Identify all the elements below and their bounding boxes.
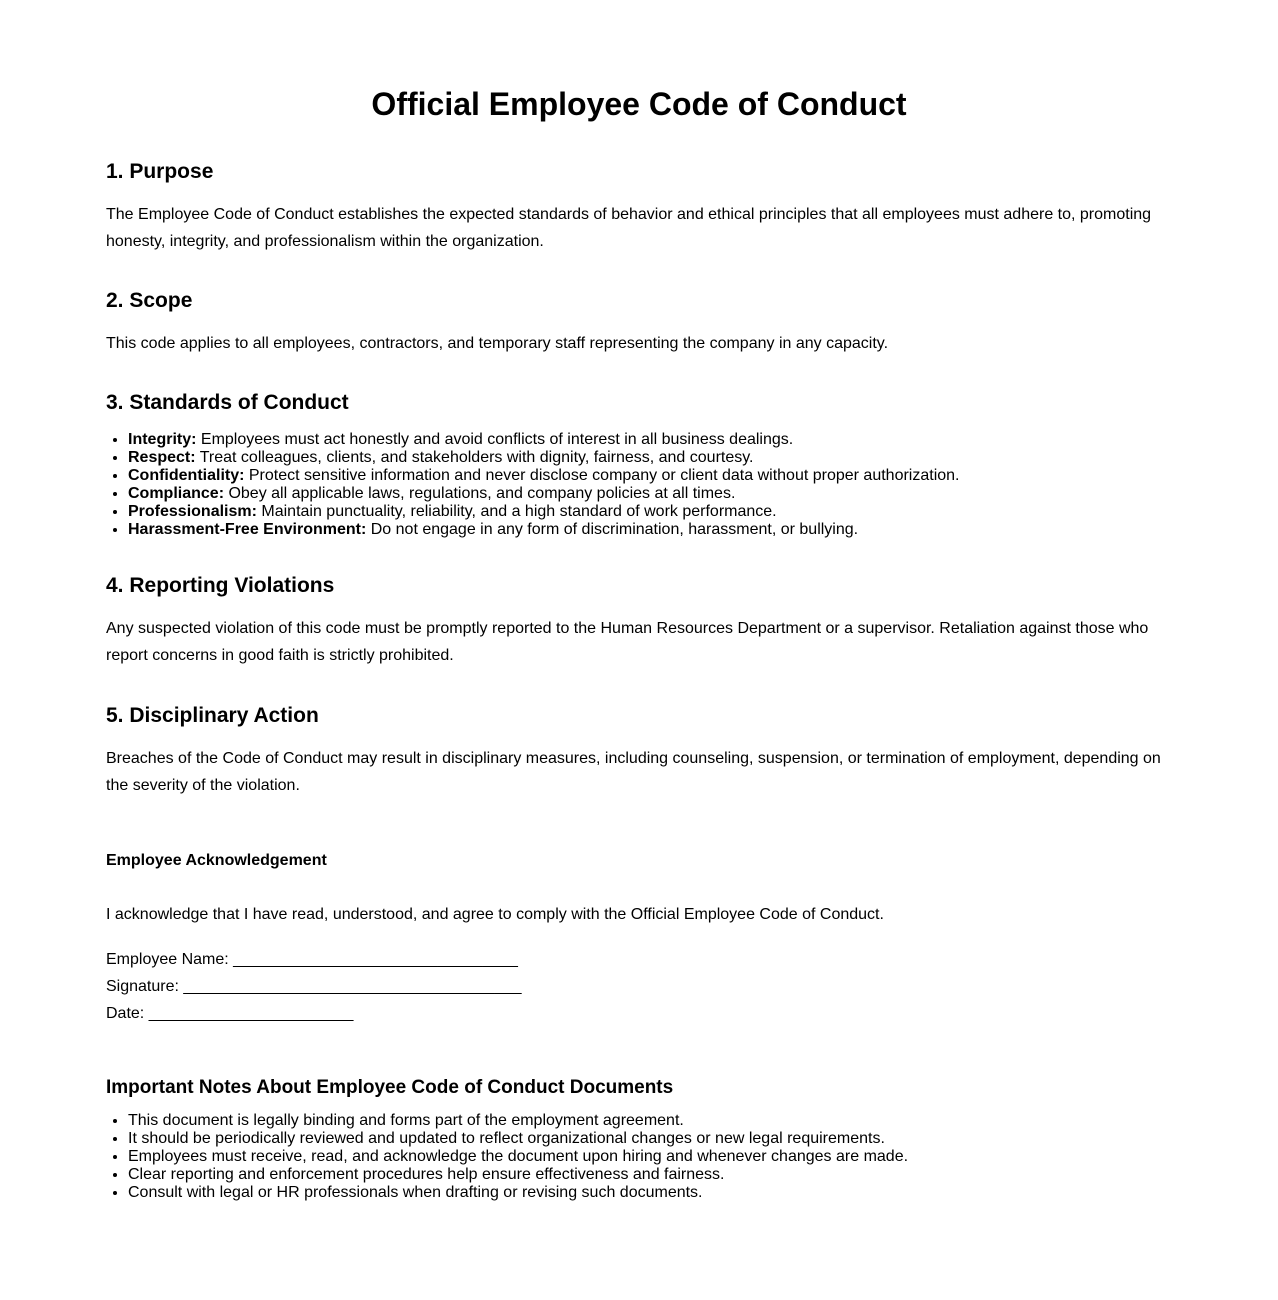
list-item-text: Obey all applicable laws, regulations, and company policies at all times. [224, 485, 736, 502]
section-text-disciplinary: Breaches of the Code of Conduct may result in disciplinary measures, including counseling, suspension, or termination of employment, depending on the severity of the violation. [106, 750, 1161, 794]
list-item-term: Professionalism: [128, 503, 257, 520]
section-text-purpose: The Employee Code of Conduct establishes the expected standards of behavior and ethical principles that all employees must adhere to, promoting honesty, integrity, and professionalism within the organization. [106, 206, 1152, 250]
list-item: • Employees must receive, read, and acknowledge the document upon hiring and whenever changes are made. [128, 1148, 908, 1166]
list-item-respect [128, 449, 959, 467]
list-item-compliance [128, 485, 959, 503]
section-heading-scope: 2. Scope [106, 289, 193, 312]
acknowledgement-statement: I acknowledge that I have read, understood, and agree to comply with the Official Employee Code of Conduct. [106, 906, 884, 923]
list-item-term: Harassment-Free Environment: [128, 521, 367, 538]
signature-block [106, 946, 522, 1027]
section-text-scope: This code applies to all employees, contractors, and temporary staff representing the company in any capacity. [106, 335, 889, 352]
signature-field: Signature: ______________________________________ [106, 978, 522, 995]
list-item: • Clear reporting and enforcement procedures help ensure effectiveness and fairness. [128, 1166, 908, 1184]
list-item-text: Maintain punctuality, reliability, and a high standard of work performance. [256, 503, 777, 520]
list-item-text: Protect sensitive information and never disclose company or client data without proper authorization. [244, 467, 960, 484]
list-item: • Consult with legal or HR professionals when drafting or revising such documents. [128, 1184, 908, 1202]
section-text-reporting: Any suspected violation of this code must be promptly reported to the Human Resources Department or a supervisor. Retaliation against those who report concerns in good faith is strictly prohibited. [106, 620, 1149, 664]
employee-name-field: Employee Name: ________________________________ [106, 951, 518, 968]
list-item-term: Respect: [128, 449, 196, 466]
acknowledgement-heading: Employee Acknowledgement [106, 852, 327, 869]
list-item-text: Do not engage in any form of discrimination, harassment, or bullying. [366, 521, 859, 538]
list-item-term: Confidentiality: [128, 467, 245, 484]
notes-list [106, 1112, 908, 1202]
list-item-integrity [128, 431, 959, 449]
list-item-harassment-free [128, 521, 959, 539]
page-title: Official Employee Code of Conduct [371, 86, 907, 122]
list-item-term: Integrity: [128, 431, 197, 448]
section-heading-purpose: 1. Purpose [106, 160, 214, 183]
list-item-confidentiality [128, 467, 959, 485]
section-heading-standards: 3. Standards of Conduct [106, 391, 349, 414]
date-field: Date: _______________________ [106, 1005, 354, 1022]
list-item-term: Compliance: [128, 485, 225, 502]
section-heading-reporting: 4. Reporting Violations [106, 574, 335, 597]
list-item-text: Treat colleagues, clients, and stakeholders with dignity, fairness, and courtesy. [195, 449, 754, 466]
standards-list [106, 431, 959, 539]
notes-heading: Important Notes About Employee Code of Conduct Documents [106, 1077, 674, 1098]
list-item-professionalism [128, 503, 959, 521]
list-item: • It should be periodically reviewed and updated to reflect organizational changes or new legal requirements. [128, 1130, 908, 1148]
list-item-text: Employees must act honestly and avoid conflicts of interest in all business dealings. [196, 431, 794, 448]
section-heading-disciplinary: 5. Disciplinary Action [106, 704, 319, 727]
list-item: • This document is legally binding and forms part of the employment agreement. [128, 1112, 908, 1130]
